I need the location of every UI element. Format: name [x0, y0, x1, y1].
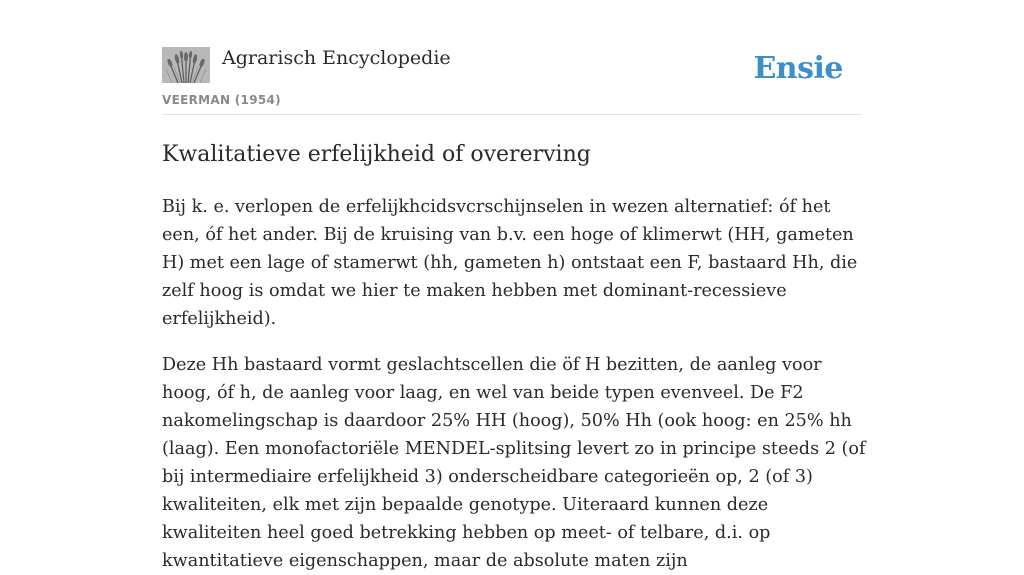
brand-logo[interactable]: Ensie — [753, 51, 843, 86]
paragraph: Deze Hh bastaard vormt geslachtscellen die öf H bezitten, de aanleg voor hoog, óf h, de aanleg voor laag, en wel van beide typen evenveel. De F2 nakomelingschap is daardoor 25% HH (hoog), 50% Hh (ook hoog: en 25% hh (laag). Een monofactoriële MENDEL-splitsing levert zo in principe steeds 2 (of bij intermediaire erfelijkheid 3) onderscheidbare categorieën op, 2 (of 3) kwaliteiten, elk met zijn bepaalde genotype. Uiteraard kunnen deze kwaliteiten heel goed betrekking hebben op meet- of telbare, d.i. op kwantitatieve eigenschappen, maar de absolute maten zijn — [162, 355, 866, 571]
entry-title: Kwalitatieve erfelijkheid of overerving — [162, 142, 591, 167]
wheat-icon[interactable] — [162, 47, 210, 83]
article-body — [162, 193, 866, 575]
header — [162, 46, 862, 115]
page — [162, 0, 866, 575]
author-label[interactable]: VEERMAN (1954) — [162, 93, 281, 107]
book-title[interactable]: Agrarisch Encyclopedie — [222, 47, 451, 69]
paragraph: Bij k. e. verlopen de erfelijkhcidsvcrschijnselen in wezen alternatief: óf het een, óf het ander. Bij de kruising van b.v. een hoge of klimerwt (HH, gameten H) met een lage of stamerwt (hh, gameten h) ontstaat een F, bastaard Hh, die zelf hoog is omdat we hier te maken hebben met dominant-recessieve erfelijkheid). — [162, 197, 858, 329]
